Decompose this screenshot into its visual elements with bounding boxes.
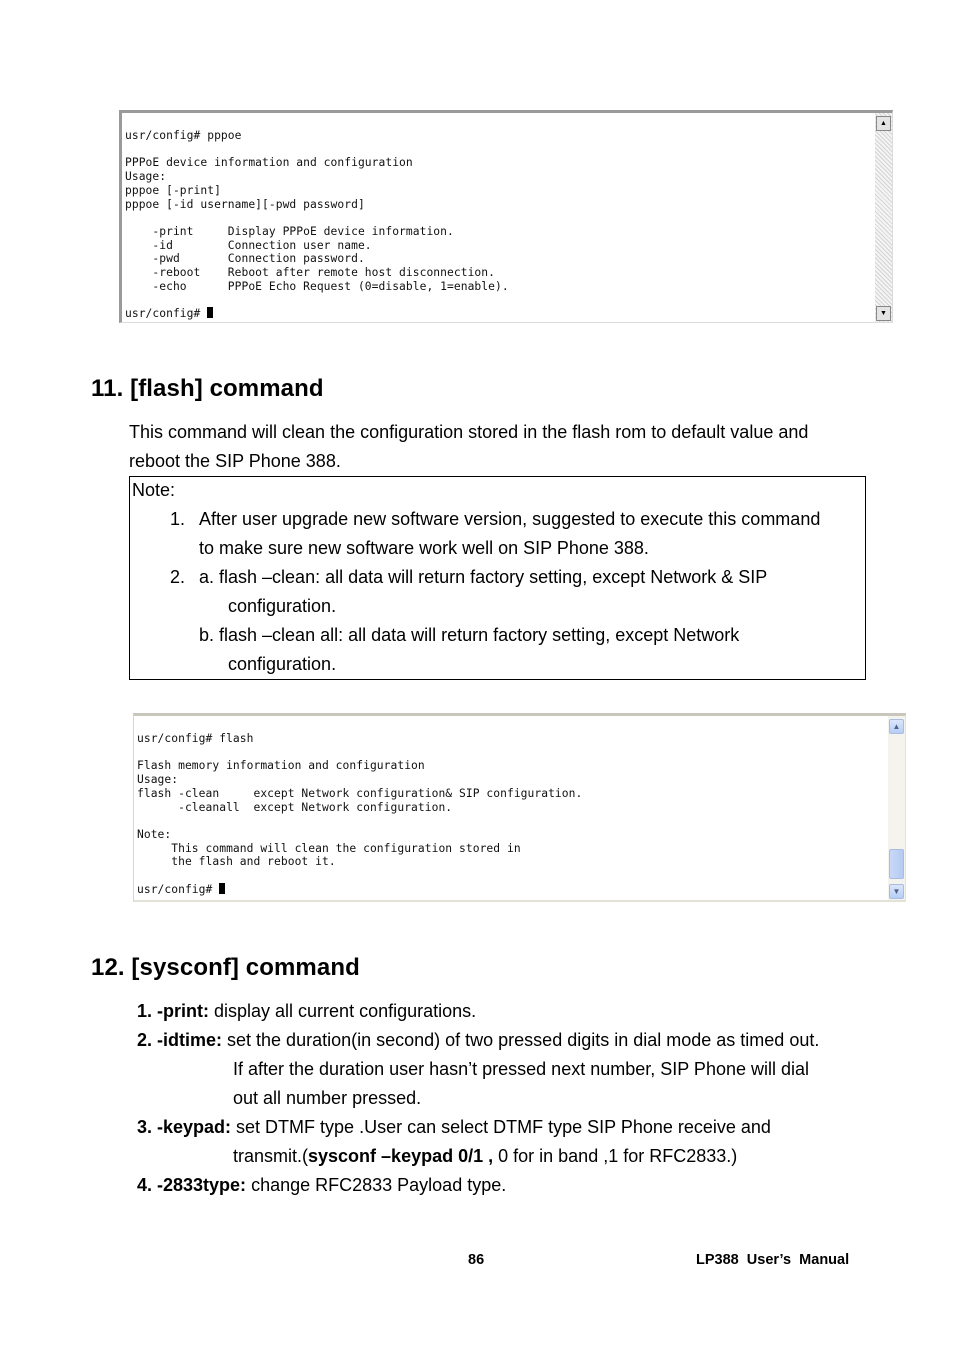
- note-item-2b-line-2: configuration.: [228, 654, 337, 674]
- pppoe-terminal-screenshot: [119, 110, 893, 323]
- note-label: Note:: [132, 480, 176, 500]
- sysconf-item-2-line-2: If after the duration user hasn’t pressed next number, SIP Phone will dial: [233, 1059, 809, 1079]
- scroll-down-arrow-icon[interactable]: ▼: [876, 306, 891, 321]
- sysconf-item-3-line-2: transmit.(sysconf –keypad 0/1 , 0 for in band ,1 for RFC2833.): [233, 1146, 738, 1166]
- flash-terminal-scrollbar[interactable]: [888, 716, 905, 900]
- note-item-2b-line-1: b. flash –clean all: all data will return factory setting, except Network: [199, 625, 740, 645]
- flash-terminal-output: usr/config# flash Flash memory information and configuration Usage: flash -clean except Network configuration& SIP configuration. -cleanall except Network configuration. Note: This command will clean the configuration stored in the flash and reboot it. usr/config#: [137, 732, 583, 896]
- pppoe-terminal-scrollbar[interactable]: [875, 113, 892, 322]
- manual-title: LP388 User’s Manual: [696, 1252, 850, 1268]
- sysconf-item-3: 3. -keypad: set DTMF type .User can select DTMF type SIP Phone receive and: [137, 1117, 771, 1137]
- scroll-down-arrow-icon[interactable]: ▼: [889, 884, 904, 899]
- note-item-1-line-1: After user upgrade new software version, suggested to execute this command: [199, 509, 821, 529]
- sysconf-item-2: 2. -idtime: set the duration(in second) of two pressed digits in dial mode as timed out.: [137, 1030, 820, 1050]
- note-item-2a-line-2: configuration.: [228, 596, 337, 616]
- scroll-up-arrow-icon[interactable]: ▲: [876, 116, 891, 131]
- section-12-heading: 12. [sysconf] command: [91, 954, 360, 981]
- page-number: 86: [468, 1252, 485, 1268]
- note-item-2a-line-1: a. flash –clean: all data will return factory setting, except Network & SIP: [199, 567, 768, 587]
- scrollbar-thumb[interactable]: [889, 849, 904, 879]
- section-11-heading: 11. [flash] command: [91, 375, 324, 402]
- note-item-2-number: 2.: [170, 567, 186, 587]
- sysconf-item-4: 4. -2833type: change RFC2833 Payload type.: [137, 1175, 507, 1195]
- note-item-1-line-2: to make sure new software work well on SIP Phone 388.: [199, 538, 649, 558]
- terminal-cursor: [219, 883, 225, 894]
- section-11-paragraph: This command will clean the configuration stored in the flash rom to default value and reboot the SIP Phone 388.: [129, 422, 809, 471]
- note-box: [129, 476, 866, 680]
- sysconf-item-1: 1. -print: display all current configurations.: [137, 1001, 477, 1021]
- note-item-1-number: 1.: [170, 509, 186, 529]
- terminal-cursor: [207, 307, 213, 318]
- scroll-up-arrow-icon[interactable]: ▲: [889, 719, 904, 734]
- flash-terminal-screenshot: [133, 713, 906, 902]
- pppoe-terminal-output: usr/config# pppoe PPPoE device information and configuration Usage: pppoe [-print] pppoe [-id username][-pwd password] -print Display PPPoE device information. -id Connection user name. -pwd Connection password. -reboot Reboot after remote host disconnection. -echo PPPoE Echo Request (0=disable, 1=enable). usr/config#: [125, 129, 509, 321]
- sysconf-item-2-line-3: out all number pressed.: [233, 1088, 422, 1108]
